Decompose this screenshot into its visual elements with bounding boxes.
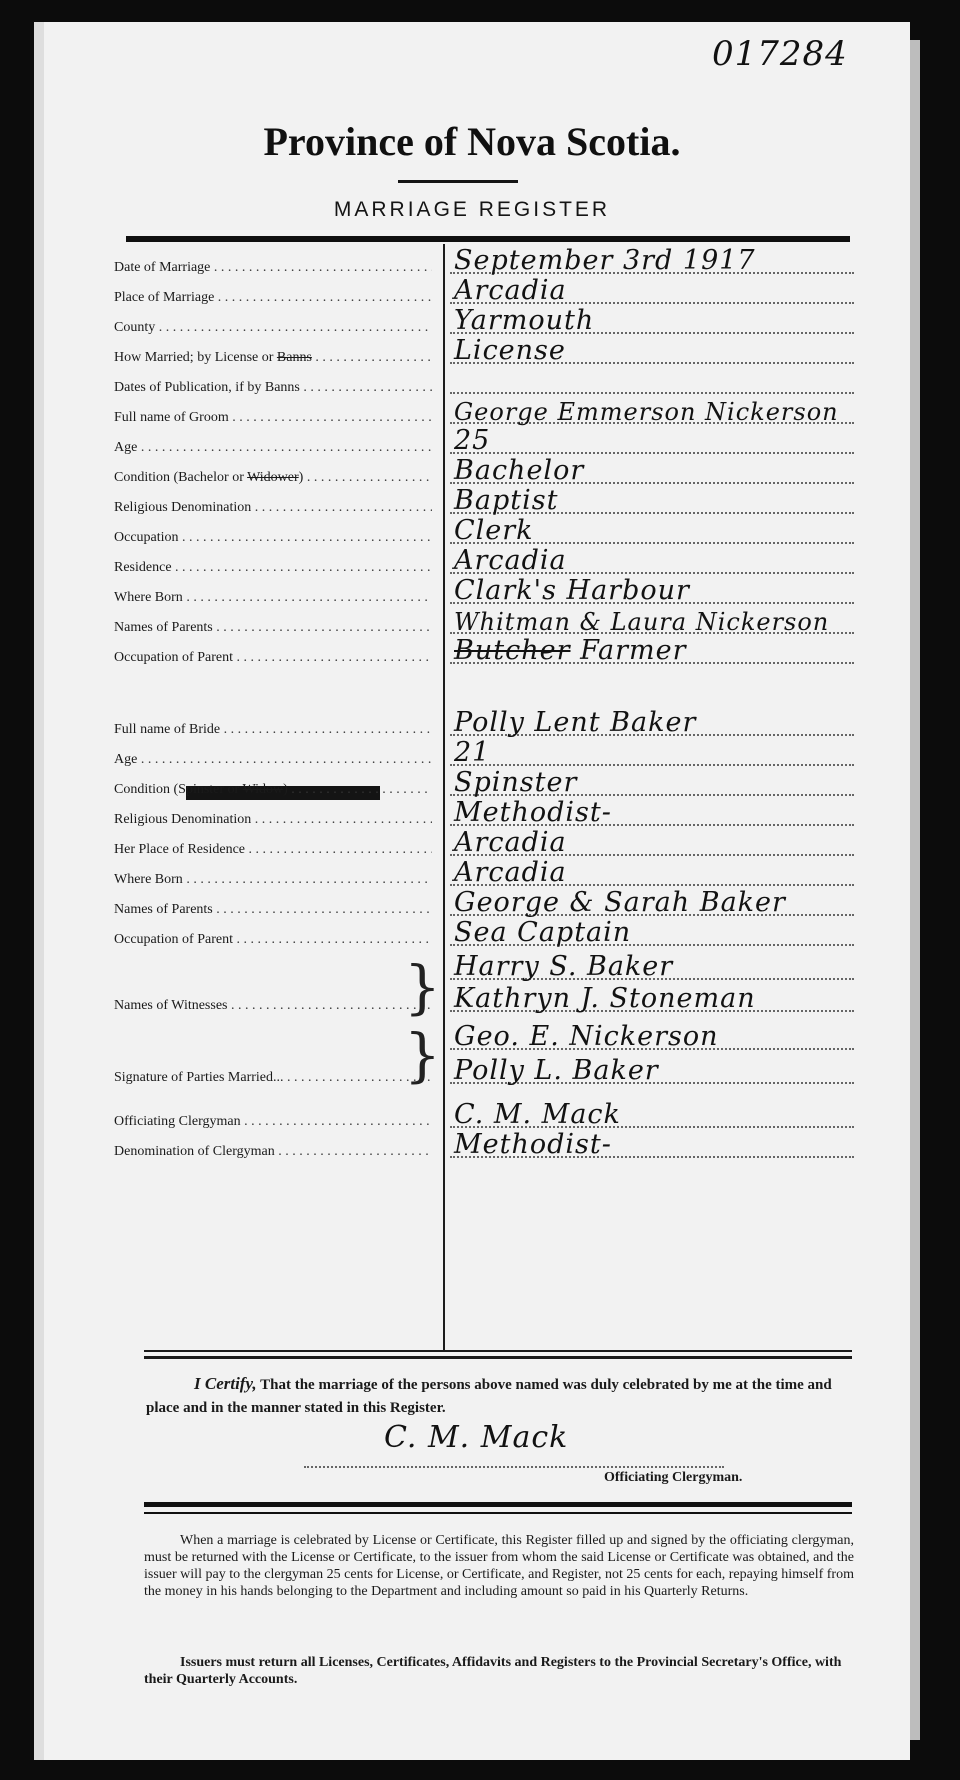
field-label: Residence . . . (114, 560, 432, 576)
notice-rule (144, 1512, 852, 1514)
field-value (454, 635, 686, 666)
field-label: Occupation of Parent . . . (114, 932, 432, 948)
field-value: 21 (454, 737, 491, 768)
field-value: George & Sarah Baker (454, 887, 786, 918)
title-rule (398, 180, 518, 183)
field-witnesses (114, 983, 854, 1018)
field-value: Arcadia (454, 857, 567, 888)
field-value: Yarmouth (454, 305, 595, 336)
label-text: How Married; by License or (114, 350, 277, 365)
field-label: Signature of Parties Married... . . . (114, 1070, 432, 1086)
field-value: Bachelor (454, 455, 585, 486)
paper-edge (34, 22, 44, 1760)
field-value: Arcadia (454, 545, 567, 576)
serial-number: 017284 (712, 34, 848, 74)
corrected-value: Farmer (580, 635, 687, 666)
field-label: Dates of Publication, if by Banns . . . (114, 380, 432, 396)
field-label: Occupation of Parent . . . (114, 650, 432, 666)
field-label (114, 350, 432, 366)
label-text: Condition (Spinster or (114, 782, 243, 797)
form-title: Province of Nova Scotia. (263, 119, 681, 164)
field-label (114, 470, 432, 486)
dotted-line (450, 763, 854, 766)
label-text: ) (298, 470, 304, 485)
certify-text: That the marriage of the persons above named was duly celebrated by me at the time and place and in the manner stated in this Register. (146, 1377, 832, 1416)
section-rule (144, 1350, 852, 1352)
signature: Polly L. Baker (454, 1055, 659, 1086)
certify-lead: I Certify, (194, 1374, 257, 1393)
field-value: Whitman & Laura Nickerson (454, 608, 830, 636)
witnesses-brace: } (404, 953, 441, 1021)
field-label: Religious Denomination . . . (114, 500, 432, 516)
field-label: Age . . . (114, 752, 432, 768)
field-value: Clark's Harbour (454, 575, 690, 606)
field-value: C. M. Mack (454, 1099, 621, 1130)
field-clergy-denomination (114, 1129, 854, 1164)
instructions-paragraph: When a marriage is celebrated by License or Certificate, this Register filled up and signed by the officiating clergyman, must be returned with the License or Certificate, to the issuer from whom the said License or Certificate was obtained, and the issuer will pay to the clergyman 25 cents for License, or Certificate, and Register, not 25 cents for each, repaying himself from the money in his hands belonging to the Department and including amount so paid in his Quarterly Returns. (144, 1533, 854, 1599)
signature: Geo. E. Nickerson (454, 1021, 719, 1052)
header-rule (126, 236, 850, 242)
field-label: Occupation . . . (114, 530, 432, 546)
field-groom-parent-occupation (114, 635, 854, 670)
witness-line-1 (114, 951, 854, 986)
field-label: Officiating Clergyman . . . (114, 1114, 432, 1130)
label-struck-text: Banns (276, 350, 312, 365)
field-label: Place of Marriage . . . (114, 290, 432, 306)
field-how-married (114, 335, 854, 370)
field-label: Date of Marriage . . . (114, 260, 432, 276)
field-label: Where Born . . . (114, 872, 432, 888)
field-dates-of-publication (114, 370, 854, 400)
label-text: ) (283, 782, 288, 797)
field-value: Sea Captain (454, 917, 632, 948)
field-value: Polly Lent Baker (454, 707, 697, 738)
label-text: Condition (Bachelor or (114, 470, 248, 485)
field-label: Full name of Groom . . . (114, 410, 432, 426)
field-value: License (454, 335, 566, 366)
clergy-role-label: Officiating Clergyman. (604, 1470, 743, 1485)
section-rule (144, 1356, 852, 1359)
field-label: Names of Parents . . . (114, 902, 432, 918)
field-value: Arcadia (454, 827, 567, 858)
field-label: Where Born . . . (114, 590, 432, 606)
field-label (114, 782, 432, 798)
form-subtitle: MARRIAGE REGISTER (333, 198, 611, 221)
field-value: Methodist- (454, 1129, 612, 1160)
notice-rule (144, 1502, 852, 1507)
field-value: George Emmerson Nickerson (454, 398, 839, 426)
field-signatures (114, 1055, 854, 1090)
witness-name: Kathryn J. Stoneman (454, 983, 756, 1014)
field-label: Age . . . (114, 440, 432, 456)
witness-name: Harry S. Baker (454, 951, 674, 982)
field-label: Her Place of Residence . . . (114, 842, 432, 858)
dotted-line (450, 391, 854, 394)
label-struck-text: Widower (247, 470, 299, 485)
struck-value: Butcher (454, 635, 571, 666)
dotted-line (450, 451, 854, 454)
field-value: Clerk (454, 515, 534, 546)
field-label: Denomination of Clergyman . . . (114, 1144, 432, 1160)
field-value: Spinster (454, 767, 578, 798)
issuers-instructions: Issuers must return all Licenses, Certificates, Affidavits and Registers to the Provincial Secretary's Office, with their Quarterly Accounts. (144, 1655, 842, 1687)
field-label: Religious Denomination . . . (114, 812, 432, 828)
field-value: Arcadia (454, 275, 567, 306)
register-form (34, 22, 910, 1760)
signatures-brace: } (404, 1021, 441, 1089)
field-label: Full name of Bride . . . (114, 722, 432, 738)
field-label: Names of Parents . . . (114, 620, 432, 636)
signature-line-1 (114, 1021, 854, 1056)
field-value: Methodist- (454, 797, 612, 828)
field-bride-parent-occupation (114, 917, 854, 952)
field-value: September 3rd 1917 (454, 245, 756, 276)
field-value: 25 (454, 425, 491, 456)
certification-statement (146, 1372, 844, 1420)
field-groom-birthplace (114, 575, 854, 610)
label-struck-text: Widow (242, 782, 284, 797)
field-label: County . . . (114, 320, 432, 336)
field-value: Baptist (454, 485, 559, 516)
clergy-signature: C. M. Mack (384, 1420, 569, 1455)
field-label: Names of Witnesses . . . (114, 998, 432, 1014)
